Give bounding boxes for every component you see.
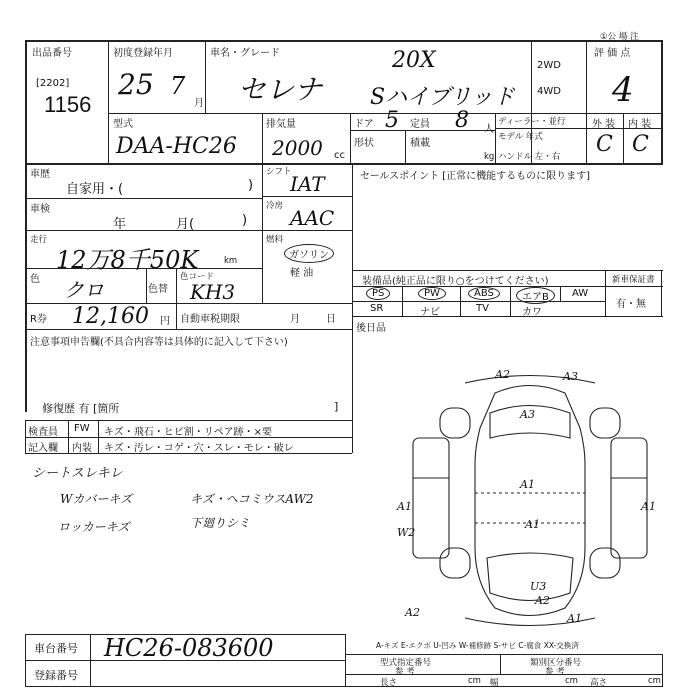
handwritten-note-3: キズ・ヘコミウスAW2 [190,492,314,506]
first-registration-month-unit: 月 [194,98,204,109]
lot-number: 1156 [44,92,92,117]
interior-grade: C [632,132,649,157]
displacement-unit: cc [334,150,345,161]
repair-history: 修復歴 有 [箇所 [42,402,120,415]
history-value: 自家用・( [66,182,124,197]
width-unit: cm [565,676,578,686]
capacity-unit: 人 [484,124,494,135]
chassis-label: 車台番号 [34,642,78,655]
warranty-options: 有・無 [616,299,646,310]
model-value: DAA-HC26 [116,134,237,159]
handwritten-note-2: Wカバーキズ [60,492,133,506]
equip-sr: SR [370,303,384,314]
mark-w2-left: W2 [397,526,416,539]
lot-code: [2202] [36,78,70,89]
equip-ps: PS [366,287,390,300]
height-label: 高さ [590,678,608,688]
handwritten-note-1: シートスレキレ [32,466,123,481]
sales-point-label: セールスポイント [正常に機能するものに限ります] [360,171,591,182]
top-right-fragment: ①公 場 注 [600,32,639,42]
car-condition-diagram [395,368,665,633]
after-day-label: 後日品 [356,323,386,334]
color-value: クロ [64,278,104,302]
fw-items: キズ・飛石・ヒビ割・リペア跡・×要 [104,427,272,438]
mileage-unit: km [224,256,238,266]
chassis-value: HC26-083600 [104,634,274,662]
model-cert-label: 型式指定番号 [380,658,432,668]
color-code-value: KH3 [190,280,236,304]
grade-line-1: 20X [392,48,436,73]
length-label: 長さ [380,678,398,688]
equip-tv: TV [476,303,489,314]
dealer-label: ディーラー・並行 [498,117,566,127]
model-label: 型式 [113,119,133,130]
auto-tax-day: 日 [326,314,336,325]
equip-pw: PW [418,287,446,300]
equipment-label: 装備品(純正品に限り○をつけてください) [362,276,549,287]
fw-label: FW [74,423,90,434]
score-label: 評 価 点 [594,48,631,59]
doors-label: ドア [354,119,374,130]
equip-aw: AW [572,288,589,299]
mark-a1-center: A1 [525,518,540,531]
mark-u3-rear: U3 [530,580,547,593]
category-label: 類別区分番号 [530,658,582,668]
drive-4wd: 4WD [537,86,561,97]
repaint-label: 色替 [148,284,168,295]
capacity-value: 8 [455,108,469,133]
model-year-label: モデル 年式 [498,132,543,142]
mark-a3-hood: A3 [520,408,535,421]
capacity-label: 定員 [410,119,430,130]
shift-label: シフト [266,167,292,177]
mark-a1-bottom-right: A1 [567,612,582,625]
aircon-value: AAC [290,206,335,230]
grade-line-2: Sハイブリッド [370,85,515,110]
car-name-label: 車名・グレード [210,48,280,59]
interior-items: キズ・汚レ・コゲ・穴・スレ・モレ・破レ [104,443,294,454]
score-value: 4 [612,70,634,110]
mark-a1-left: A1 [397,500,412,513]
load-label: 積載 [410,138,430,149]
color-code-label: 色コード [180,272,215,282]
first-registration-month: 7 [170,72,186,100]
mileage-label: 走行 [30,235,48,245]
equip-navi: ナビ [420,307,440,318]
fuel-diesel: 軽 油 [290,268,314,279]
inspection-label: 車検 [30,204,50,215]
mark-a1-right: A1 [641,500,656,513]
fuel-gasoline: ガソリン [284,244,334,263]
ref-label-2: 参 考 [545,667,565,677]
inspection-month: 月( [176,217,195,232]
mark-a1-roof: A1 [520,478,535,491]
width-label: 幅 [490,678,499,688]
inspection-close: ) [242,213,248,228]
equip-leather: カワ [522,307,542,318]
handwritten-note-4: ロッカーキズ [58,520,130,534]
history-close: ) [248,178,254,193]
mark-a2-top-left: A2 [495,368,510,381]
aircon-label: 冷房 [266,201,284,211]
length-unit: cm [468,676,481,686]
color-label: 色 [30,274,40,285]
ref-label-1: 参 考 [395,667,415,677]
auto-tax-month: 月 [290,314,300,325]
recycle-label: R券 [30,314,47,325]
handwritten-note-5: 下廻りシミ [190,516,251,530]
equip-airbag: エアB [516,287,555,304]
inspection-year: 年 [113,217,127,232]
history-label: 車歴 [30,169,50,180]
mark-a2-rear: A2 [535,594,550,607]
exterior-label: 外 装 [592,119,616,130]
doors-value: 5 [385,108,399,133]
first-registration-label: 初度登録年月 [113,48,173,59]
load-unit: kg [484,152,495,162]
inspector-label: 検査員 [28,427,58,438]
height-unit: cm [648,676,661,686]
mark-a2-bottom-left: A2 [405,606,420,619]
new-car-warranty-label: 新車保証書 [612,275,655,285]
shape-label: 形状 [354,138,374,149]
auto-tax-label: 自動車税期限 [180,314,240,325]
recycle-unit: 円 [160,316,170,327]
car-name: セレナ [238,73,323,106]
lot-label: 出品番号 [32,48,72,59]
interior-label: 内 装 [628,119,652,130]
repair-close: ] [334,400,339,413]
damage-legend: A-キズ E-エクボ U-凹み W-補修跡 S-サビ C-腐食 XX-交換済 [376,641,579,650]
first-registration-year: 25 [118,68,154,101]
mileage-value: 12万8千50K [56,246,199,274]
handle-label: ハンドル 左・右 [498,152,561,162]
notes-label: 注意事項申告欄(不具合内容等は具体的に記入して下さい) [30,337,288,348]
drive-2wd: 2WD [537,60,561,71]
displacement-value: 2000 [272,136,323,160]
mark-a3-top-right: A3 [563,370,578,383]
recycle-value: 12,160 [72,304,149,329]
interior-check-label: 内装 [72,443,92,454]
shift-value: IAT [290,172,325,196]
record-label: 記入欄 [28,443,58,454]
registration-label: 登録番号 [34,669,78,682]
fuel-label: 燃料 [266,235,284,245]
exterior-grade: C [596,132,613,157]
equip-abs: ABS [468,287,500,300]
displacement-label: 排気量 [266,119,296,130]
